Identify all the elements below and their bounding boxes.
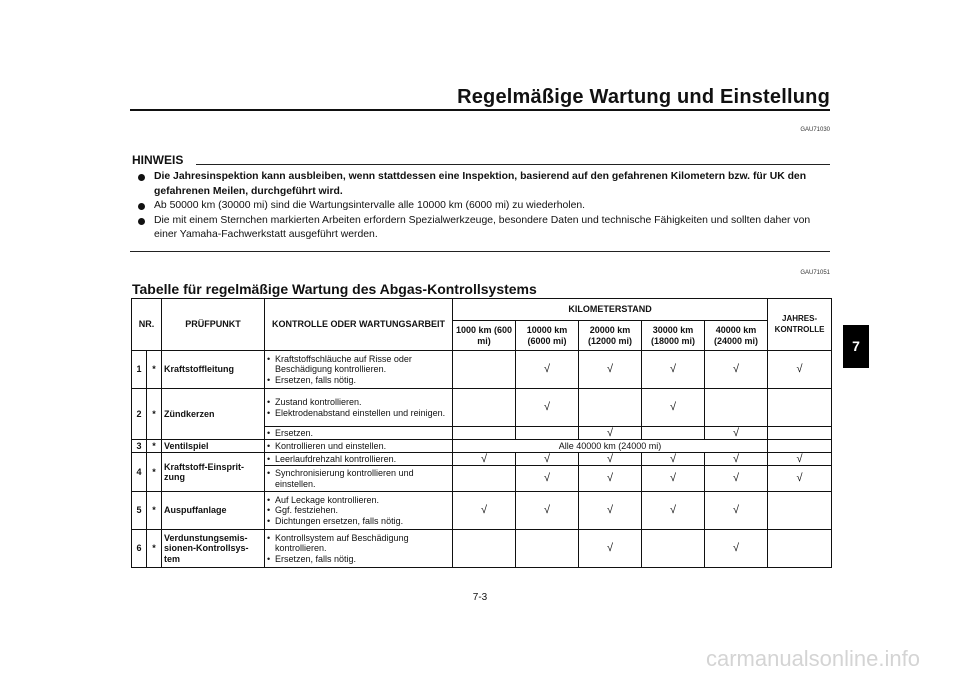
check-mark: √ xyxy=(516,389,579,427)
check-mark: √ xyxy=(579,453,642,466)
check-mark: √ xyxy=(705,351,768,389)
hinweis-heading: HINWEIS xyxy=(132,153,184,167)
bullet-icon xyxy=(138,174,145,181)
check-mark: √ xyxy=(453,492,516,530)
page-title: Regelmäßige Wartung und Einstellung xyxy=(457,86,830,108)
check-mark: √ xyxy=(705,530,768,568)
title-rule xyxy=(130,109,830,111)
header-km-40000: 40000 km (24000 mi) xyxy=(705,321,768,351)
header-jahres: JAHRES-KONTROLLE xyxy=(768,299,832,351)
header-pruefpunkt: PRÜFPUNKT xyxy=(162,299,265,351)
check-mark: √ xyxy=(705,453,768,466)
check-mark: √ xyxy=(516,466,579,492)
check-mark: √ xyxy=(642,453,705,466)
bullet-icon xyxy=(138,203,145,210)
check-mark: √ xyxy=(768,351,832,389)
hinweis-rule xyxy=(196,164,830,165)
check-mark: √ xyxy=(579,427,642,440)
header-kilometerstand: KILOMETERSTAND xyxy=(453,299,768,321)
hinweis-notes xyxy=(136,170,832,243)
check-mark: √ xyxy=(642,351,705,389)
check-mark: √ xyxy=(642,492,705,530)
check-mark: √ xyxy=(516,453,579,466)
check-mark: √ xyxy=(642,389,705,427)
header-km-20000: 20000 km (12000 mi) xyxy=(579,321,642,351)
section-code: GAU71051 xyxy=(800,270,830,276)
check-mark: √ xyxy=(768,466,832,492)
check-mark: √ xyxy=(705,466,768,492)
interval-span: Alle 40000 km (24000 mi) xyxy=(453,440,768,453)
note-item: Die Jahresinspektion kann ausbleiben, wenn stattdessen eine Inspektion, basierend auf den gefahrenen Kilometern bzw. für UK den gefahrenen Meilen, durchgeführt wird. xyxy=(136,170,832,199)
header-kontrolle: KONTROLLE ODER WARTUNGSARBEIT xyxy=(265,299,453,351)
header-km-10000: 10000 km (6000 mi) xyxy=(516,321,579,351)
check-mark: √ xyxy=(705,492,768,530)
table-row: 1 * Kraftstoffleitung • Kraftstoffschläuche auf Risse oder Beschädigung kontrollieren. • Ersetzen, falls nötig. √ √ √ √ √ xyxy=(132,351,832,389)
hinweis-code: GAU71030 xyxy=(800,127,830,133)
header-km-1000: 1000 km (600 mi) xyxy=(453,321,516,351)
page-number: 7-3 xyxy=(472,592,488,603)
note-item: Die mit einem Sternchen markierten Arbeiten erfordern Spezialwerkzeuge, besondere Daten und technische Fähigkeiten und sollten daher von einer Yamaha-Fachwerkstatt ausgeführt werden. xyxy=(136,214,832,243)
bullet-icon xyxy=(138,218,145,225)
table-row: 6 * Verdunstungsemis-sionen-Kontrollsys-tem • Kontrollsystem auf Beschädigung kontrollieren. • Ersetzen, falls nötig. √ √ xyxy=(132,530,832,568)
table-row: 5 * Auspuffanlage • Auf Leckage kontrollieren. • Ggf. festziehen. • Dichtungen ersetzen, falls nötig. √ √ √ √ √ xyxy=(132,492,832,530)
check-mark: √ xyxy=(579,530,642,568)
check-mark: √ xyxy=(579,466,642,492)
table-row: 2 * Zündkerzen • Zustand kontrollieren. • Elektrodenabstand einstellen und reinigen. √ √ xyxy=(132,389,832,427)
check-mark: √ xyxy=(516,351,579,389)
table-row: • Ersetzen. √ √ xyxy=(132,427,832,440)
header-km-30000: 30000 km (18000 mi) xyxy=(642,321,705,351)
check-mark: √ xyxy=(579,492,642,530)
maintenance-table xyxy=(131,298,832,568)
chapter-tab: 7 xyxy=(843,325,869,368)
header-nr: NR. xyxy=(132,299,162,351)
table-row: • Synchronisierung kontrollieren und einstellen. √ √ √ √ √ xyxy=(132,466,832,492)
table-row: 3 * Ventilspiel • Kontrollieren und einstellen. Alle 40000 km (24000 mi) xyxy=(132,440,832,453)
section-title: Tabelle für regelmäßige Wartung des Abgas-Kontrollsystems xyxy=(132,281,537,297)
check-mark: √ xyxy=(453,453,516,466)
note-item: Ab 50000 km (30000 mi) sind die Wartungsintervalle alle 10000 km (6000 mi) zu wiederholen. xyxy=(136,199,832,214)
notes-rule xyxy=(130,251,830,252)
table-row: 4 * Kraftstoff-Einsprit-zung • Leerlaufdrehzahl kontrollieren. √ √ √ √ √ √ xyxy=(132,453,832,466)
watermark: carmanualsonline.info xyxy=(705,646,920,671)
check-mark: √ xyxy=(768,453,832,466)
check-mark: √ xyxy=(579,351,642,389)
check-mark: √ xyxy=(516,492,579,530)
check-mark: √ xyxy=(642,466,705,492)
check-mark: √ xyxy=(705,427,768,440)
